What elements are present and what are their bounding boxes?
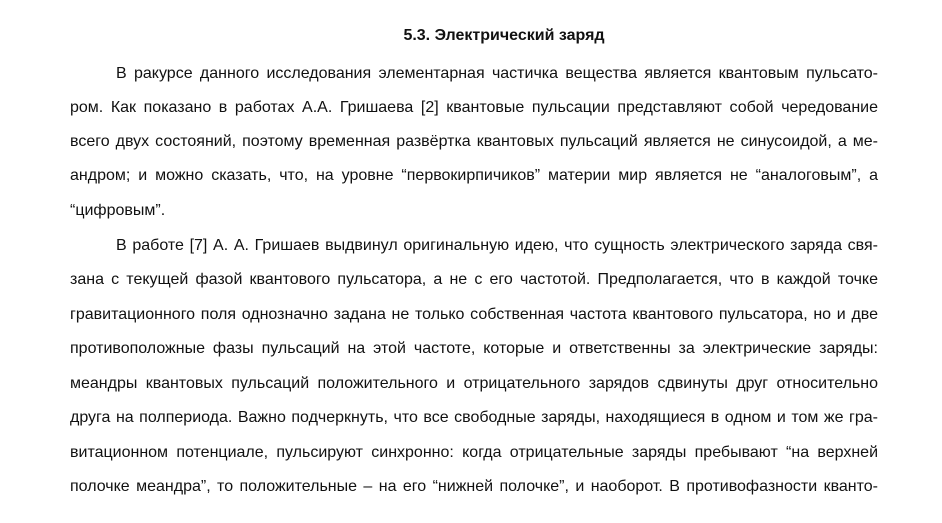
paragraph-2-line-5: меандры квантовых пульсаций положительного и отрицательного зарядов сдвинуты друг относительно bbox=[70, 375, 878, 392]
paragraph-2-line-1: В работе [7] А. А. Гришаев выдвинул оригинальную идею, что сущность электрического заряда свя- bbox=[116, 237, 878, 254]
paragraph-2-line-7: витационном потенциале, пульсируют синхронно: когда отрицательные заряды пребывают “на верхней bbox=[70, 444, 878, 461]
paragraph-1-line-3: всего двух состояний, поэтому временная развёртка квантовых пульсаций является не синусоидой, а ме- bbox=[70, 133, 878, 150]
paragraph-2-line-3: гравитационного поля однозначно задана не только собственная частота квантового пульсатора, но и две bbox=[70, 306, 878, 323]
paragraph-2-line-2: зана с текущей фазой квантового пульсатора, а не с его частотой. Предполагается, что в каждой точке bbox=[70, 271, 878, 288]
paragraph-1-line-1: В ракурсе данного исследования элементарная частичка вещества является квантовым пульсато- bbox=[116, 65, 878, 82]
paragraph-1-line-5: “цифровым”. bbox=[70, 202, 166, 219]
paragraph-2-line-4: противоположные фазы пульсаций на этой частоте, которые и ответственны за электрические заряды: bbox=[70, 340, 878, 357]
paragraph-1-line-4: андром; и можно сказать, что, на уровне “первокирпичиков” материи мир является не “аналоговым”, а bbox=[70, 167, 878, 184]
paragraph-2-line-8: полочке меандра”, то положительные – на его “нижней полочке”, и наоборот. В противофазности кванто- bbox=[70, 478, 878, 495]
section-heading: 5.3. Электрический заряд bbox=[403, 27, 605, 44]
paragraph-1-line-2: ром. Как показано в работах А.А. Гришаева [2] квантовые пульсации представляют собой чередование bbox=[70, 99, 878, 116]
paragraph-2-line-6: друга на полпериода. Важно подчеркнуть, что все свободные заряды, находящиеся в одном и том же гра- bbox=[70, 409, 878, 426]
